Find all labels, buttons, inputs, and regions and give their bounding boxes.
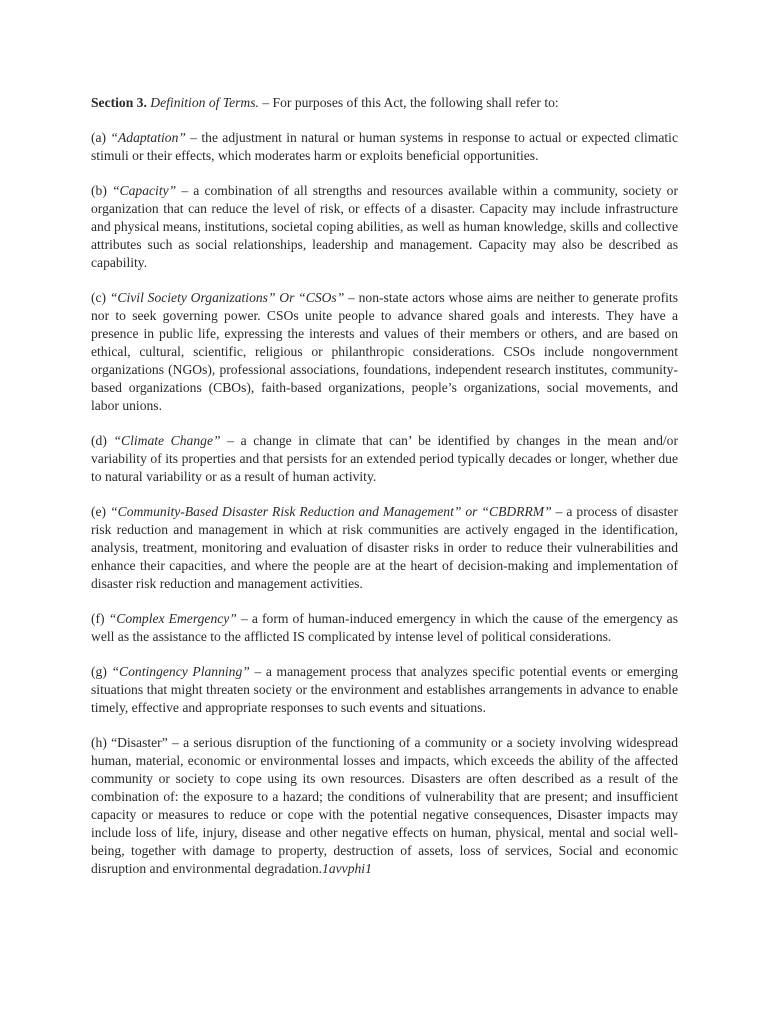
definition-text: – the adjustment in natural or human systems in response to actual or expected climatic stimuli or their effects, which moderates harm or exploits beneficial opportunities. (91, 130, 678, 163)
definition-label: (a) (91, 130, 111, 145)
definition-climate-change (91, 432, 678, 486)
definition-cbdrrm (91, 503, 678, 593)
definition-term: “Adaptation” (110, 130, 186, 145)
definition-adaptation (91, 129, 678, 165)
section-number: Section 3. (91, 95, 147, 110)
definition-label: (c) (91, 290, 110, 305)
definition-capacity (91, 182, 678, 272)
definition-term: “Climate Change” (113, 433, 221, 448)
section-title: Definition of Terms. (150, 95, 259, 110)
definition-text: – a change in climate that can’ be identified by changes in the mean and/or variability of its properties and that persists for an extended period typically decades or longer, whether due to natural variability or as a result of human activity. (91, 433, 679, 484)
definition-term: “Contingency Planning” (111, 664, 250, 679)
definition-text: – a combination of all strengths and resources available within a community, society or organization that can reduce the level of risk, or effects of a disaster. Capacity may include infrastructure and physical means, institutions, societal coping abilities, as well as human knowledge, skills and collective attributes such as social relationships, leadership and management. Capacity may also be described as capability. (91, 183, 679, 270)
definition-label: (h) (91, 735, 112, 750)
definition-term: “Civil Society Organizations” Or “CSOs” (109, 290, 345, 305)
definition-label: (e) (91, 504, 111, 519)
definition-cso (91, 289, 678, 415)
definition-label: (f) (91, 611, 109, 626)
definition-complex-emergency (91, 610, 678, 646)
definition-label: (g) (91, 664, 112, 679)
definition-text: – a serious disruption of the functioning of a community or a society involving widespread human, material, economic or environmental losses and impacts, which exceeds the ability of the affected community or society to cope using its own resources. Disasters are often described as a result of the combination of: the exposure to a hazard; the conditions of vulnerability that are present; and insufficient capacity or measures to reduce or cope with the potential negative consequences, Disaster impacts may include loss of life, injury, disease and other negative effects on human, physical, mental and social well-being, together with damage to property, destruction of assets, loss of services, Social and economic disruption and environmental degradation. (91, 735, 678, 876)
definition-disaster (91, 734, 678, 878)
definition-term: “Capacity” (112, 183, 177, 198)
definition-text: – non-state actors whose aims are neither to generate profits nor to seek governing power. CSOs unite people to advance shared goals and interests. They have a presence in public life, expressing the interests and values of their members or others, and are based on ethical, cultural, scientific, religious or philanthropic considerations. CSOs include nongovernment organizations (NGOs), professional associations, foundations, independent research institutes, community-based organizations (CBOs), faith-based organizations, people’s organizations, social movements, and labor unions. (91, 290, 678, 413)
section-heading (91, 94, 678, 112)
definition-text: – a form of human-induced emergency in which the cause of the emergency as well as the assistance to the afflicted IS complicated by intense level of political considerations. (91, 611, 678, 644)
definition-term: “Disaster” (111, 735, 168, 750)
definition-text: – a process of disaster risk reduction and management in which at risk communities are actively engaged in the identification, analysis, treatment, monitoring and evaluation of disaster risks in order to reduce their vulnerabilities and enhance their capacities, and where the people are at the heart of decision-making and implementation of disaster risk reduction and management activities. (91, 504, 678, 591)
definition-text: – a management process that analyzes specific potential events or emerging situations that might threaten society or the environment and establishes arrangements in advance to enable timely, effective and appropriate responses to such events and situations. (91, 664, 678, 715)
definition-contingency-planning (91, 663, 678, 717)
section-intro: – For purposes of this Act, the following shall refer to: (258, 95, 559, 110)
definition-label: (d) (91, 433, 114, 448)
definition-term: “Community-Based Disaster Risk Reduction and Management” or “CBDRRM” (110, 504, 552, 519)
definition-term: “Complex Emergency” (108, 611, 237, 626)
definition-label: (b) (91, 183, 112, 198)
trailing-code: 1avvphi1 (322, 861, 372, 876)
